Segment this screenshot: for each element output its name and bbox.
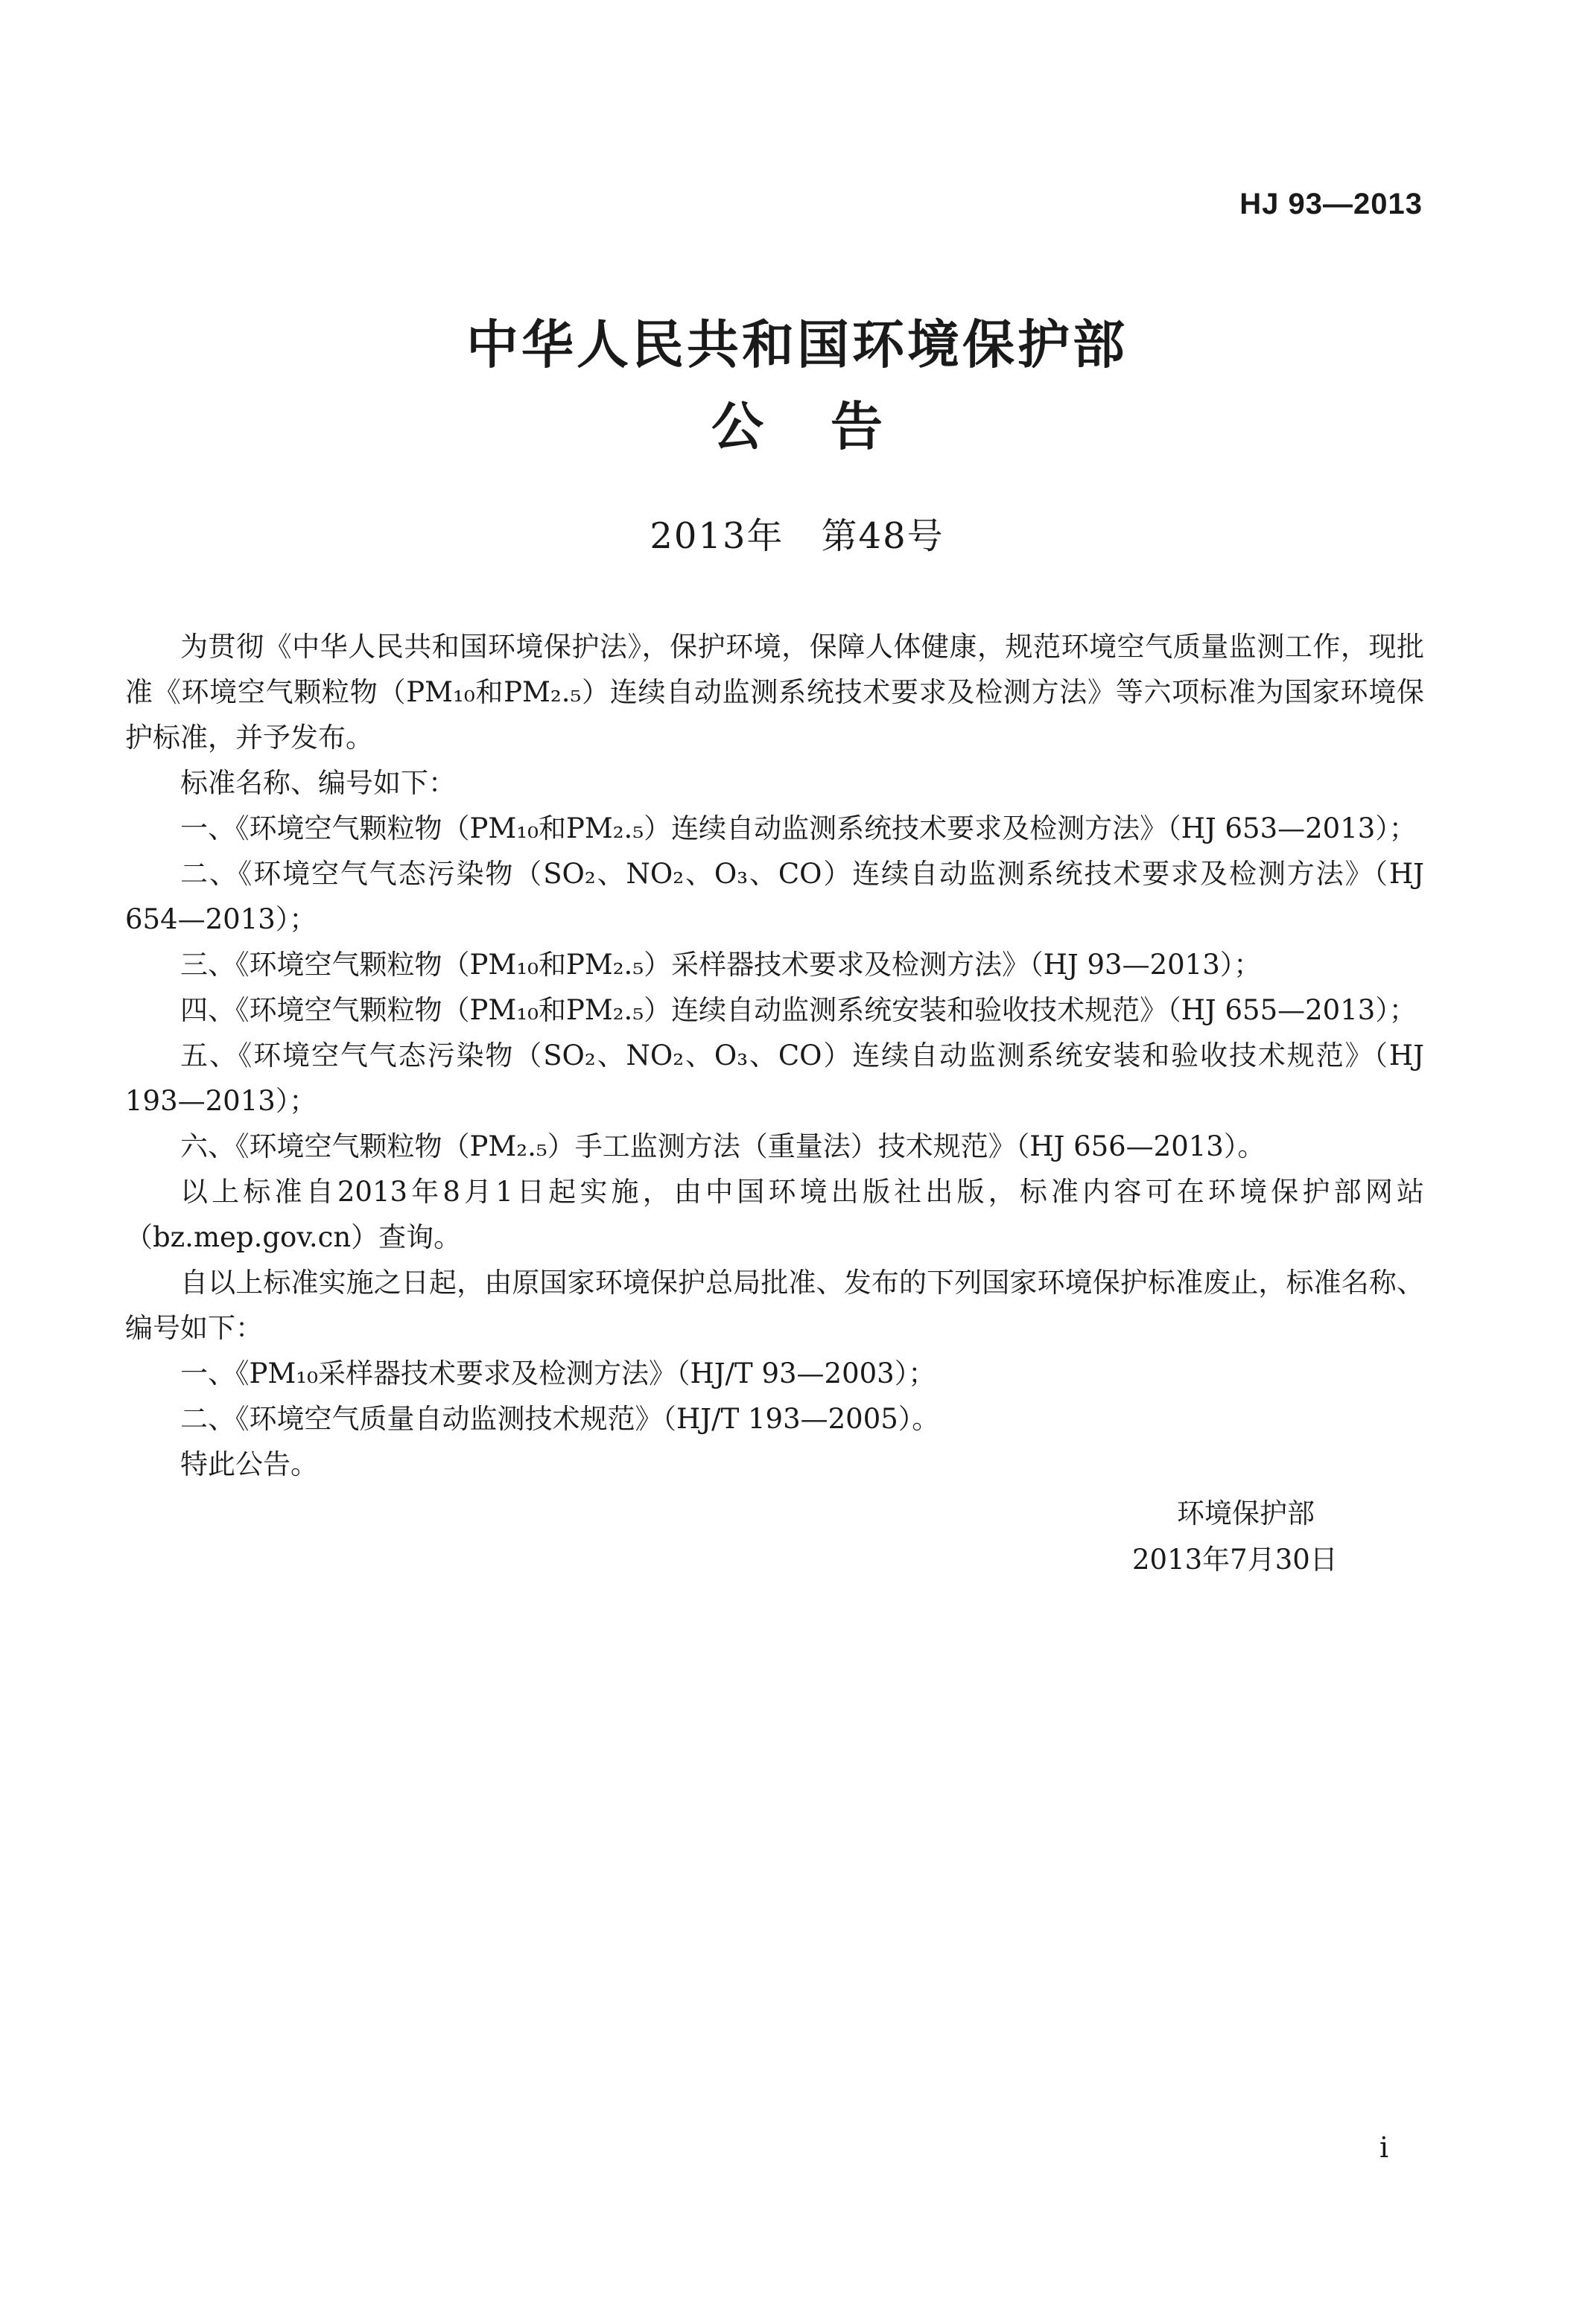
organization-title: 中华人民共和国环境保护部 — [466, 314, 1128, 375]
list-item: 六、《环境空气颗粒物（PM₂.₅）手工监测方法（重量法）技术规范》（HJ 656—2013）。 — [180, 1130, 1266, 1162]
signature-block — [1132, 1491, 1338, 1583]
page-number: i — [1379, 2131, 1389, 2164]
list-item: 二、《环境空气质量自动监测技术规范》（HJ/T 193—2005）。 — [180, 1403, 940, 1435]
issue-number: 2013年 第48号 — [650, 515, 944, 557]
paragraph: 以上标准自2013年8月1日起实施，由中国环境出版社出版，标准内容可在环境保护部网站（bz.mep.gov.cn）查询。 — [125, 1176, 1424, 1253]
signature-organization: 环境保护部 — [1177, 1497, 1315, 1529]
paragraph: 自以上标准实施之日起，由原国家环境保护总局批准、发布的下列国家环境保护标准废止，标准名称、编号如下： — [125, 1267, 1424, 1344]
paragraph: 为贯彻《中华人民共和国环境保护法》，保护环境，保障人体健康，规范环境空气质量监测工作，现批准《环境空气颗粒物（PM₁₀和PM₂.₅）连续自动监测系统技术要求及检测方法》等六项标准为国家环境保护标准，并予发布。 — [125, 631, 1424, 754]
list-item: 三、《环境空气颗粒物（PM₁₀和PM₂.₅）采样器技术要求及检测方法》（HJ 93—2013）； — [180, 949, 1262, 981]
list-item: 一、《PM₁₀采样器技术要求及检测方法》（HJ/T 93—2003）； — [180, 1357, 936, 1389]
paragraph: 标准名称、编号如下： — [180, 767, 456, 799]
list-item: 一、《环境空气颗粒物（PM₁₀和PM₂.₅）连续自动监测系统技术要求及检测方法》（HJ 653—2013）； — [180, 812, 1417, 844]
list-item: 二、《环境空气气态污染物（SO₂、NO₂、O₃、CO）连续自动监测系统技术要求及检测方法》（HJ 654—2013）； — [125, 858, 1424, 935]
signature-date: 2013年7月30日 — [1132, 1544, 1338, 1576]
list-item: 四、《环境空气颗粒物（PM₁₀和PM₂.₅）连续自动监测系统安装和验收技术规范》（HJ 655—2013）； — [180, 994, 1417, 1026]
paragraph: 特此公告。 — [180, 1448, 318, 1480]
list-item: 五、《环境空气气态污染物（SO₂、NO₂、O₃、CO）连续自动监测系统安装和验收技术规范》（HJ 193—2013）； — [125, 1040, 1424, 1117]
announcement-body — [125, 624, 1424, 1487]
document-kind: 公告 — [711, 396, 950, 457]
standard-code: HJ 93—2013 — [1239, 188, 1423, 220]
